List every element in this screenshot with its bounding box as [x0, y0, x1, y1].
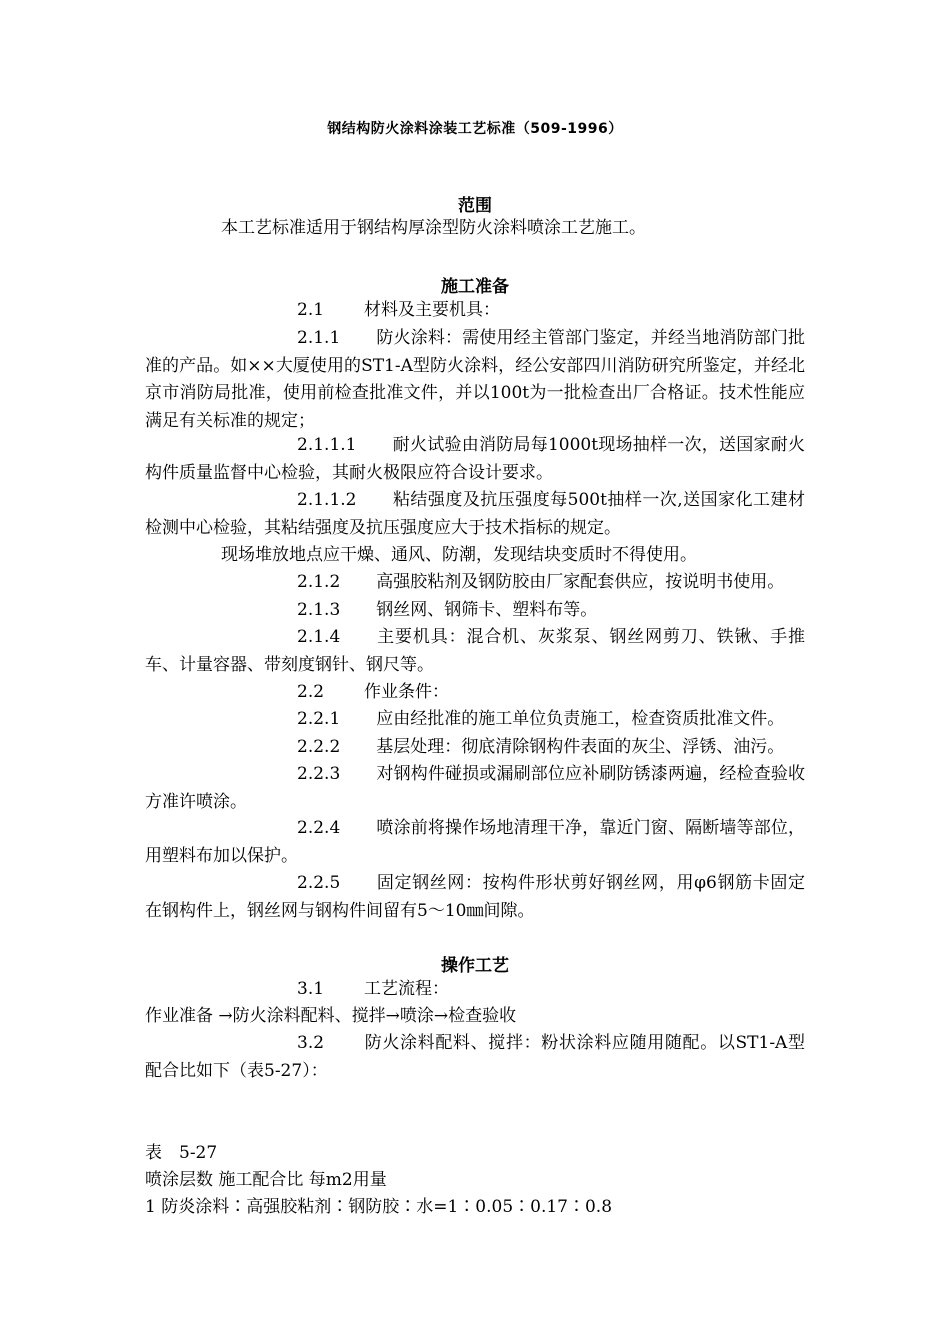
paragraph-process-flow — [145, 1003, 805, 1031]
clause-number: 3.2 — [297, 1033, 325, 1053]
paragraph-2-2-5 — [145, 870, 805, 925]
paragraph-storage — [145, 542, 805, 570]
paragraph-2-2-4 — [145, 815, 805, 870]
paragraph-text: 防火涂料：需使用经主管部门鉴定，并经当地消防部门批准的产品。如××大厦使用的ST1-A型防火涂料，经公安部四川消防研究所鉴定，并经北京市消防局批准，使用前检查批准文件，并以100t为一批检查出厂合格证。技术性能应满足有关标准的规定； — [145, 328, 805, 431]
paragraph-2-1-3 — [145, 597, 805, 625]
paragraph-text: 喷涂前将操作场地清理干净，靠近门窗、隔断墙等部位，用塑料布加以保护。 — [145, 818, 805, 866]
clause-number: 2.1.1 — [297, 328, 341, 348]
paragraph-text: 基层处理：彻底清除钢构件表面的灰尘、浮锈、油污。 — [376, 737, 785, 757]
paragraph-text: 固定钢丝网：按构件形状剪好钢丝网，用φ6钢筋卡固定在钢构件上，钢丝网与钢构件间留有5～10㎜间隙。 — [145, 873, 805, 921]
section-heading-scope: 范围 — [458, 196, 492, 216]
clause-number: 2.1.1.1 — [297, 435, 357, 455]
clause-number: 2.2.2 — [297, 737, 341, 757]
paragraph-2-1-4 — [145, 624, 805, 679]
paragraph-text: 高强胶粘剂及钢防胶由厂家配套供应，按说明书使用。 — [376, 572, 785, 592]
clause-number: 2.2.4 — [297, 818, 341, 838]
paragraph-text: 作业准备 →防火涂料配料、搅拌→喷涂→检查验收 — [145, 1006, 517, 1026]
clause-number: 3.1 — [297, 979, 325, 999]
paragraph-text: 工艺流程： — [364, 979, 450, 999]
paragraph-2-2-2 — [145, 734, 805, 762]
paragraph-text: 对钢构件碰损或漏刷部位应补刷防锈漆两遍，经检查验收方准许喷涂。 — [145, 764, 805, 812]
paragraph-text: 粘结强度及抗压强度每500t抽样一次,送国家化工建材检测中心检验，其粘结强度及抗压强度应大于技术指标的规定。 — [145, 490, 805, 538]
paragraph-scope — [145, 215, 805, 243]
clause-number: 2.1.3 — [297, 600, 341, 620]
paragraph-2-1-1-1 — [145, 432, 805, 487]
paragraph-text: 应由经批准的施工单位负责施工，检查资质批准文件。 — [376, 709, 785, 729]
paragraph-3-1 — [145, 976, 805, 1004]
paragraph-text: 材料及主要机具： — [364, 300, 501, 320]
paragraph-text: 耐火试验由消防局每1000t现场抽样一次，送国家耐火构件质量监督中心检验，其耐火极限应符合设计要求。 — [145, 435, 805, 483]
clause-number: 2.1.4 — [297, 627, 341, 647]
paragraph-2-2-1 — [145, 706, 805, 734]
clause-number: 2.2.1 — [297, 709, 341, 729]
paragraph-2-2-3 — [145, 761, 805, 816]
paragraph-text: 主要机具：混合机、灰浆泵、钢丝网剪刀、铁锹、手推车、计量容器、带刻度钢针、钢尺等。 — [145, 627, 805, 675]
paragraph-2-1 — [145, 297, 805, 325]
clause-number: 2.2 — [297, 682, 325, 702]
paragraph-2-1-1-2 — [145, 487, 805, 542]
section-heading-preparation: 施工准备 — [441, 277, 509, 297]
paragraph-2-2 — [145, 679, 805, 707]
paragraph-text: 防火涂料配料、搅拌：粉状涂料应随用随配。以ST1-A型配合比如下（表5-27）： — [145, 1033, 805, 1081]
table-header: 喷涂层数 施工配合比 每m2用量 — [145, 1170, 387, 1190]
clause-number: 2.2.5 — [297, 873, 341, 893]
paragraph-text: 钢丝网、钢筛卡、塑料布等。 — [376, 600, 598, 620]
paragraph-2-1-2 — [145, 569, 805, 597]
table-row: 1 防炎涂料∶高强胶粘剂∶钢防胶∶水=1∶0.05∶0.17∶0.8 — [145, 1197, 613, 1217]
clause-number: 2.2.3 — [297, 764, 341, 784]
paragraph-text: 本工艺标准适用于钢结构厚涂型防火涂料喷涂工艺施工。 — [221, 218, 646, 238]
document-title: 钢结构防火涂料涂装工艺标准（509-1996） — [327, 121, 623, 137]
clause-number: 2.1 — [297, 300, 325, 320]
paragraph-text: 现场堆放地点应干燥、通风、防潮，发现结块变质时不得使用。 — [221, 545, 697, 565]
paragraph-text: 作业条件： — [364, 682, 450, 702]
paragraph-3-2 — [145, 1030, 805, 1085]
clause-number: 2.1.2 — [297, 572, 341, 592]
paragraph-2-1-1 — [145, 325, 805, 435]
clause-number: 2.1.1.2 — [297, 490, 357, 510]
section-heading-operation: 操作工艺 — [441, 956, 509, 976]
table-caption: 表 5-27 — [145, 1143, 218, 1163]
